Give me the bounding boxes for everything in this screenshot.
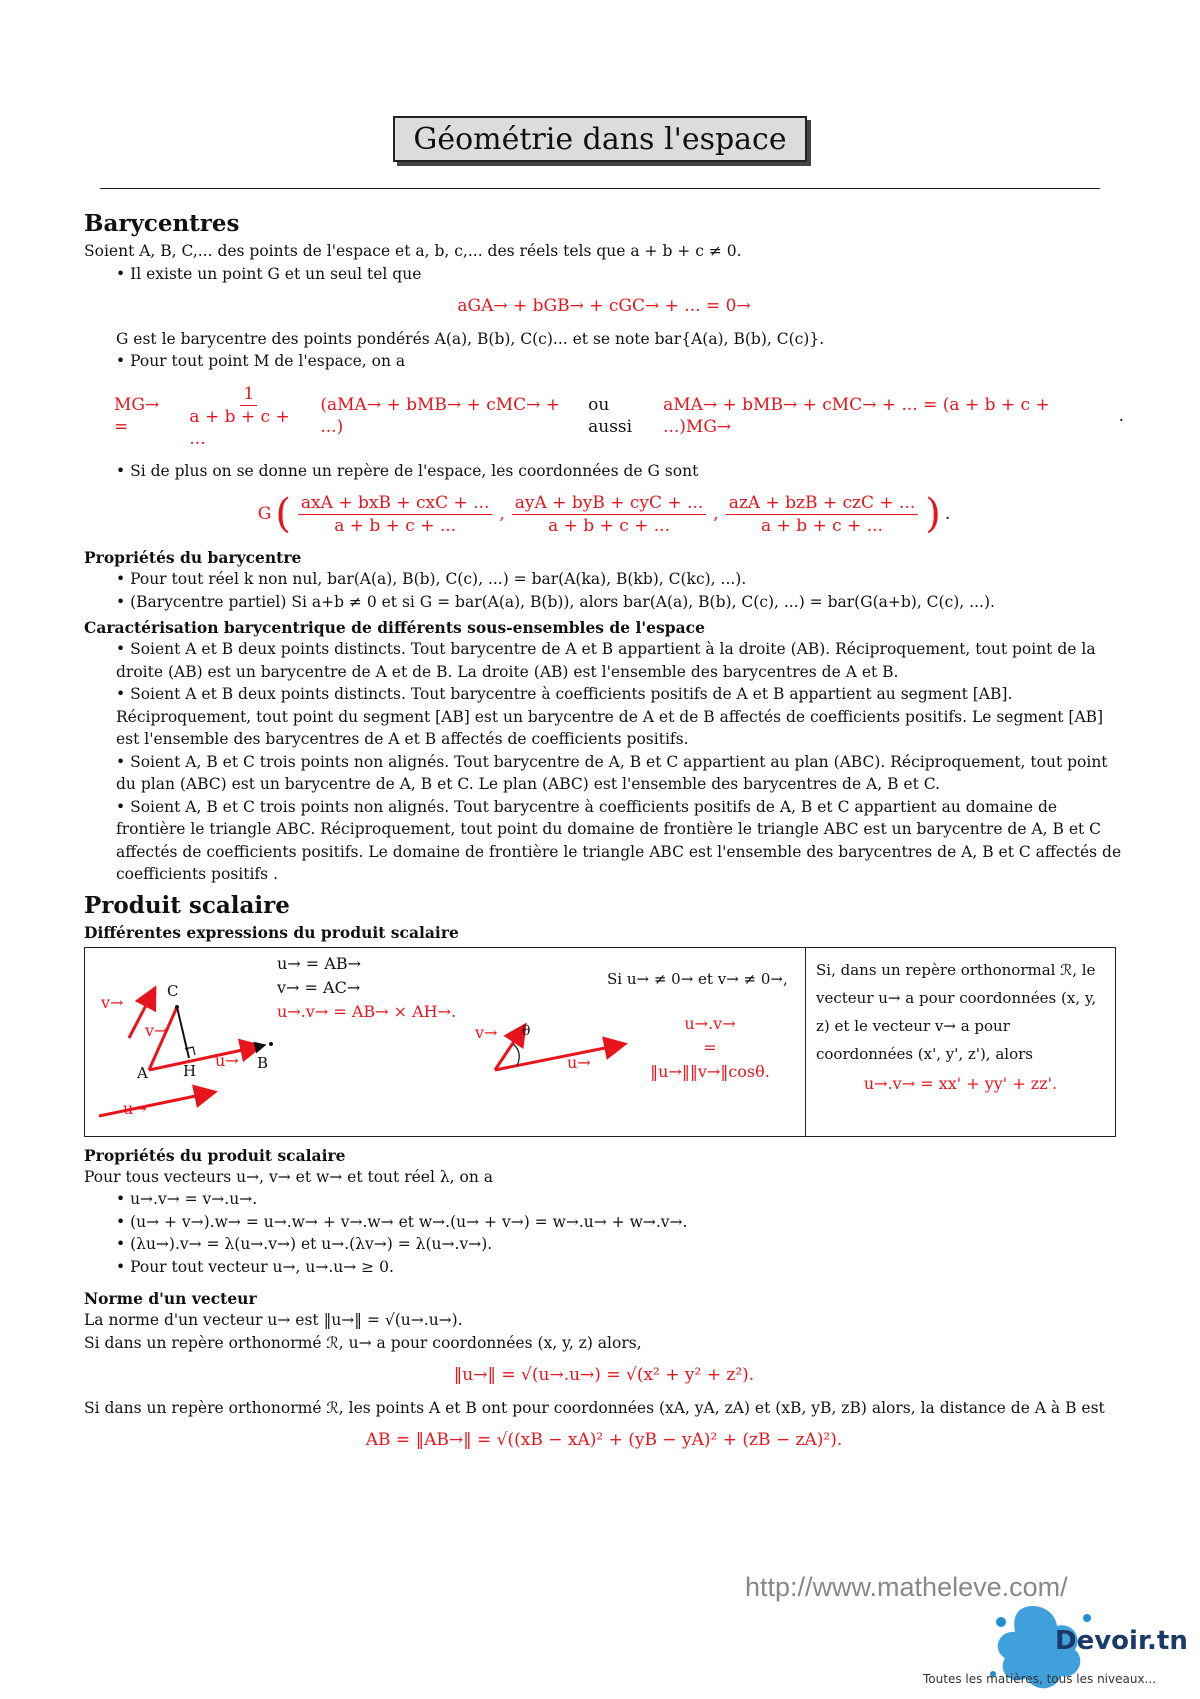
bary-bullet-2: • Pour tout point M de l'espace, on a <box>116 352 406 370</box>
scalar-figures-cell <box>85 948 806 1136</box>
eq3-den-z: a + b + c + ... <box>761 516 883 536</box>
label-v-theta: v→ <box>475 1022 498 1042</box>
prop-ps-1: • u→.v→ = v→.u→. <box>116 1190 258 1208</box>
carac-3: • Soient A, B et C trois points non alignés. Tout barycentre de A, B et C appartient au plan (ABC). Réciproquement, tout point du plan (ABC) est un barycentre de A, B et C. Le plan (ABC) est l'ensemble des barycentres de A, B et C. <box>116 752 1108 793</box>
prop-bary-2: • (Barycentre partiel) Si a+b ≠ 0 et si G = bar(A(a), B(b)), alors bar(A(a), B(b), C(c), ...) = bar(G(a+b), C(c), ...). <box>116 592 995 611</box>
scalar-coordinates-cell <box>806 948 1115 1136</box>
eq3-dot: . <box>944 504 951 525</box>
cos-line-2: = <box>703 1037 717 1057</box>
section-heading-barycentres: Barycentres <box>84 210 240 237</box>
label-h: H <box>183 1061 197 1080</box>
label-u-ab: u→ <box>215 1050 239 1070</box>
u-vector-theta <box>495 1044 625 1070</box>
cos-line-1: u→.v→ <box>684 1013 736 1033</box>
eq3-num-z: azA + bzB + czC + ... <box>726 492 919 515</box>
eq2-alt: aMA→ + bMB→ + cMC→ + ... = (a + b + c + ...)MG→ <box>663 394 1050 437</box>
eq2-fraction <box>186 383 311 450</box>
altitude-ch <box>177 1007 189 1058</box>
title-divider <box>100 188 1100 189</box>
prop-ps-2: • (u→ + v→).w→ = u→.w→ + v→.w→ et w→.(u→ + v→) = w→.u→ + w→.v→. <box>116 1212 688 1231</box>
carac-2: • Soient A et B deux points distincts. Tout barycentre à coefficients positifs de A et B appartient au segment [AB]. Réciproquement, tout point du segment [AB] est un barycentre de A et de B affectés de coefficients positifs. Le segment [AB] est l'ensemble des barycentres de A et B affectés de coefficients positifs. <box>116 685 1104 748</box>
theta-arc <box>513 1044 519 1066</box>
subheading-expressions: Différentes expressions du produit scalaire <box>84 922 459 942</box>
scalar-product-table <box>84 947 1116 1137</box>
eq2-lhs: MG→ = <box>114 394 160 437</box>
formula-v-ac: v→ = AC→ <box>277 977 361 997</box>
projection-formulas <box>277 952 456 1024</box>
carac-4: • Soient A, B et C trois points non alignés. Tout barycentre à coefficients positifs de A, B et C appartient au domaine de frontière le triangle ABC. Réciproquement, tout point du domaine de frontière le triangle ABC est un barycentre de A, B et C affectés de coefficients positifs. Le domaine de frontière le triangle ABC est l'ensemble des barycentres de A, B et C affectés de coefficients positifs . <box>116 797 1122 883</box>
subheading-proprietes-barycentre: Propriétés du barycentre <box>84 548 302 567</box>
bary-bullet-1: • Il existe un point G et un seul tel que <box>116 264 422 283</box>
eq2-dot: . <box>1118 405 1124 426</box>
cos-line-3: ‖u→‖‖v→‖cosθ. <box>650 1061 770 1081</box>
norme-line-2: Si dans un repère orthonormé ℛ, u→ a pour coordonnées (x, y, z) alors, <box>84 1333 642 1352</box>
bary-equation-1: aGA→ + bGB→ + cGC→ + ... = 0→ <box>457 296 751 316</box>
formula-u-ab: u→ = AB→ <box>277 953 362 973</box>
footer-url[interactable]: http://www.matheleve.com/ <box>745 1572 1068 1602</box>
logo-tagline: Toutes les matières, tous les niveaux... <box>923 1672 1157 1686</box>
label-v-ac: v→ <box>145 1020 168 1040</box>
label-theta: θ <box>522 1022 531 1039</box>
subheading-norme: Norme d'un vecteur <box>84 1289 257 1308</box>
v-vector-theta <box>495 1025 525 1070</box>
label-v-free: v→ <box>101 992 124 1012</box>
eq3-frac-y <box>512 492 707 537</box>
bary-definition: G est le barycentre des points pondérés A(a), B(b), C(c)... et se note bar{A(a), B(b), C(c)}. <box>116 329 825 348</box>
norme-line-1: La norme d'un vecteur u→ est ‖u→‖ = √(u→.u→). <box>84 1311 463 1329</box>
label-u-free: u→ <box>123 1098 147 1118</box>
eq3-close-paren: ) <box>925 491 941 538</box>
norme-equation-2: AB = ‖AB→‖ = √((xB − xA)² + (yB − yA)² + (zB − zA)²). <box>365 1430 843 1450</box>
prop-ps-intro: Pour tous vecteurs u→, v→ et w→ et tout réel λ, on a <box>84 1167 493 1186</box>
eq2-rest: (aMA→ + bMB→ + cMC→ + ...) <box>320 394 561 437</box>
bary-equation-2 <box>114 383 1124 450</box>
formula-projection: u→.v→ = AB→ × AH→. <box>277 1001 457 1021</box>
eq3-num-y: ayA + byB + cyC + ... <box>512 492 707 515</box>
devoir-logo <box>905 1600 1195 1695</box>
label-b: B <box>257 1053 269 1072</box>
label-c: C <box>167 981 179 1000</box>
eq2-numerator: 1 <box>240 383 257 406</box>
norme-line-3: Si dans un repère orthonormé ℛ, les points A et B ont pour coordonnées (xA, yA, zA) et (xB, yB, zB) alors, la distance de A à B est <box>84 1398 1105 1417</box>
bary-equation-3: G ( $\frac{\text{axA + bxB + cxC + ...}}{a + b + c + ...}$ , $\frac{\text{ayA + byB + cyC + ...}}{a + b + c + ...}$ , $\frac{\text{azA + bzB + czC + ...}}{a + b + c + ...}$ ) . <box>257 491 951 538</box>
document-body <box>84 204 1124 1462</box>
section-heading-produit-scalaire: Produit scalaire <box>84 891 290 919</box>
label-u-theta: u→ <box>567 1052 591 1072</box>
prop-ps-3: • (λu→).v→ = λ(u→.v→) et u→.(λv→) = λ(u→.v→). <box>116 1235 493 1253</box>
u-vector-free <box>99 1092 215 1116</box>
subheading-proprietes-ps: Propriétés du produit scalaire <box>84 1145 346 1165</box>
fig2-condition: Si u→ ≠ 0→ et v→ ≠ 0→, <box>607 969 788 988</box>
eq2-denominator: a + b + c + ... <box>189 406 290 449</box>
eq3-frac-z <box>726 492 919 537</box>
subheading-caracterisation: Caractérisation barycentrique de différents sous-ensembles de l'espace <box>84 618 705 637</box>
carac-1: • Soient A et B deux points distincts. Tout barycentre de A et B appartient à la droite (AB). Réciproquement, tout point de la droite (AB) est un barycentre de A et de B. La droite (AB) est l'ensemble des barycentres de A et B. <box>116 640 1096 681</box>
eq3-num-x: axA + bxB + cxC + ... <box>298 492 492 515</box>
prop-ps-4: • Pour tout vecteur u→, u→.u→ ≥ 0. <box>116 1257 394 1276</box>
eq2-ou-aussi: ou aussi <box>588 394 633 437</box>
eq3-den-x: a + b + c + ... <box>334 516 457 536</box>
norme-equation-1: ‖u→‖ = √(u→.u→) = √(x² + y² + z²). <box>453 1365 755 1385</box>
page-title: Géométrie dans l'espace <box>393 116 807 162</box>
u-vector-ab <box>149 1046 261 1070</box>
eq3-g: G <box>257 504 272 525</box>
bary-intro: Soient A, B, C,... des points de l'espace et a, b, c,... des réels tels que a + b + c ≠ 0. <box>84 242 742 260</box>
coord-formula: u→.v→ = xx' + yy' + zz'. <box>863 1073 1058 1093</box>
eq3-open-paren: ( <box>275 491 291 538</box>
cosine-formula <box>645 1012 775 1084</box>
bary-bullet-3: • Si de plus on se donne un repère de l'espace, les coordonnées de G sont <box>116 461 699 480</box>
label-a: A <box>137 1063 148 1082</box>
eq3-den-y: a + b + c + ... <box>548 516 670 536</box>
coord-text: Si, dans un repère orthonormal ℛ, le vecteur u→ a pour coordonnées (x, y, z) et le vecteur v→ a pour coordonnées (x', y', z'), alors <box>816 960 1097 1063</box>
prop-bary-1: • Pour tout réel k non nul, bar(A(a), B(b), C(c), ...) = bar(A(ka), B(kb), C(kc), ...). <box>116 570 747 588</box>
eq3-frac-x <box>298 492 492 537</box>
logo-text: Devoir.tn <box>1055 1626 1188 1656</box>
